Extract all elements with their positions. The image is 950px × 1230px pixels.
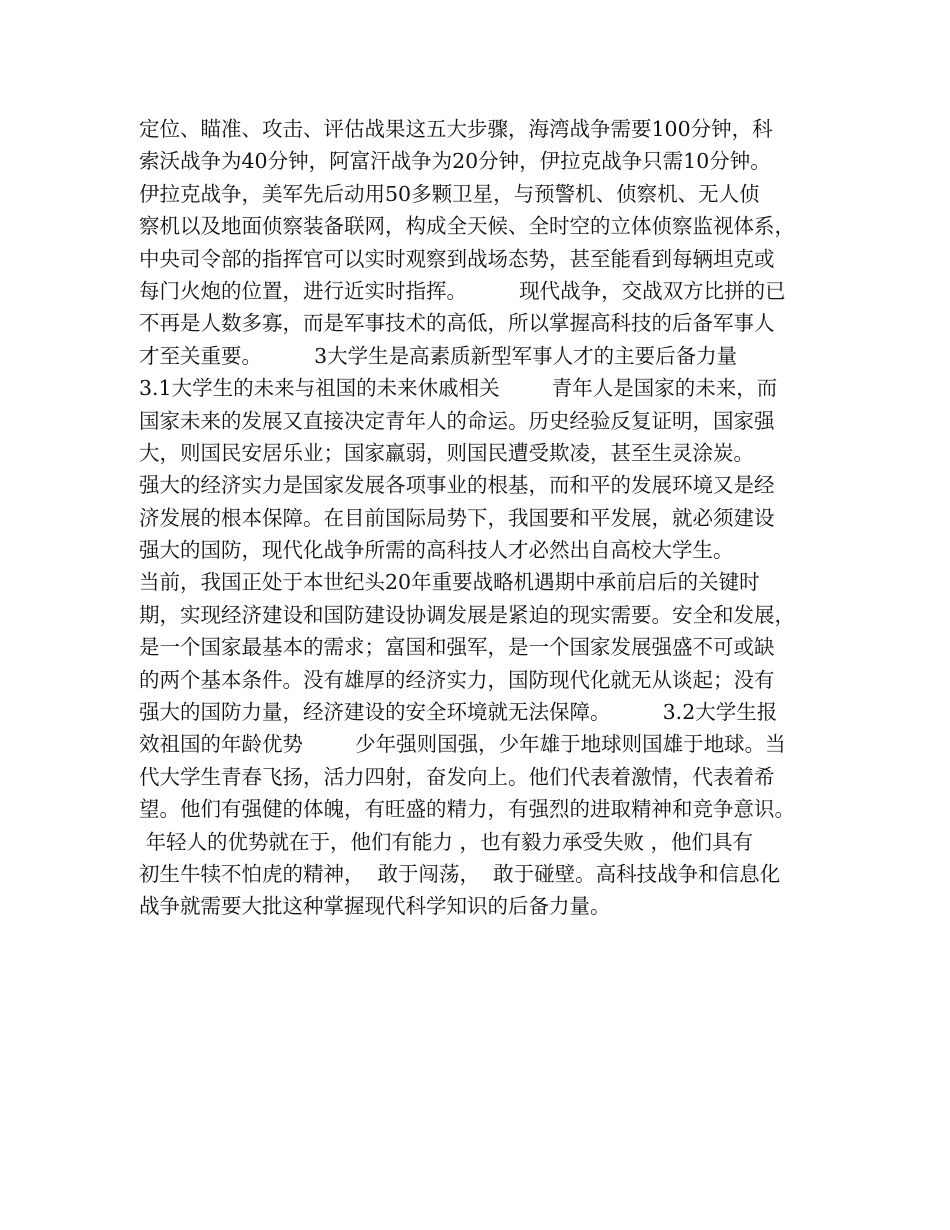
text-line: 效祖国的年龄优势 少年强则国强，少年雄于地球则国雄于地球。当 bbox=[139, 732, 786, 757]
text-line: 索沃战争为40分钟，阿富汗战争为20分钟，伊拉克战争只需10分钟。 bbox=[139, 149, 771, 174]
body-text bbox=[139, 113, 839, 923]
text-line: 望。他们有强健的体魄，有旺盛的精力，有强烈的进取精神和竞争意识。 bbox=[139, 797, 795, 822]
text-line: 强大的国防，现代化战争所需的高科技人才必然出自高校大学生。 bbox=[139, 538, 734, 563]
text-line: 中央司令部的指挥官可以实时观察到战场态势，甚至能看到每辆坦克或 bbox=[139, 246, 775, 271]
section-heading-line: 才至关重要。 3大学生是高素质新型军事人才的主要后备力量 bbox=[139, 343, 738, 368]
text-line: 不再是人数多寡，而是军事技术的高低，所以掌握高科技的后备军事人 bbox=[139, 311, 775, 336]
text-line: 期，实现经济建设和国防建设协调发展是紧迫的现实需要。安全和发展， bbox=[139, 602, 795, 627]
text-line: 定位、瞄准、攻击、评估战果这五大步骤，海湾战争需要100分钟，科 bbox=[139, 117, 773, 141]
text-line: 国家未来的发展又直接决定青年人的命运。历史经验反复证明，国家强 bbox=[139, 408, 775, 433]
subsection-heading-line: 强大的国防力量，经济建设的安全环境就无法保障。 3.2大学生报 bbox=[139, 700, 778, 725]
text-line: 大，则国民安居乐业；国家羸弱，则国民遭受欺凌，甚至生灵涂炭。 bbox=[139, 440, 754, 465]
text-line: 强大的经济实力是国家发展各项事业的根基，而和平的发展环境又是经 bbox=[139, 473, 775, 498]
text-line: 的两个基本条件。没有雄厚的经济实力，国防现代化就无从谈起；没有 bbox=[139, 667, 775, 692]
text-line: 是一个国家最基本的需求；富国和强军，是一个国家发展强盛不可或缺 bbox=[139, 635, 775, 660]
text-line: 年轻人的优势就在于，他们有能力 ，也有毅力承受失败 ，他们具有 bbox=[139, 829, 754, 854]
text-line: 每门火炮的位置，进行近实时指挥。 现代战争，交战双方比拼的已 bbox=[139, 278, 786, 303]
text-line: 伊拉克战争，美军先后动用50多颗卫星，与预警机、侦察机、无人侦 bbox=[139, 181, 760, 206]
text-line: 济发展的根本保障。在目前国际局势下，我国要和平发展，就必须建设 bbox=[139, 505, 775, 530]
text-line: 察机以及地面侦察装备联网，构成全天候、全时空的立体侦察监视体系， bbox=[139, 214, 795, 239]
subsection-heading-line: 3.1大学生的未来与祖国的未来休戚相关 青年人是国家的未来，而 bbox=[139, 376, 778, 401]
text-line: 战争就需要大批这种掌握现代科学知识的后备力量。 bbox=[139, 894, 611, 919]
text-line: 代大学生青春飞扬，活力四射，奋发向上。他们代表着激情，代表着希 bbox=[139, 764, 775, 789]
text-line: 当前，我国正处于本世纪头20年重要战略机遇期中承前启后的关键时 bbox=[139, 570, 760, 595]
text-line: 初生牛犊不怕虎的精神， 敢于闯荡， 敢于碰壁。高科技战争和信息化 bbox=[139, 861, 781, 886]
